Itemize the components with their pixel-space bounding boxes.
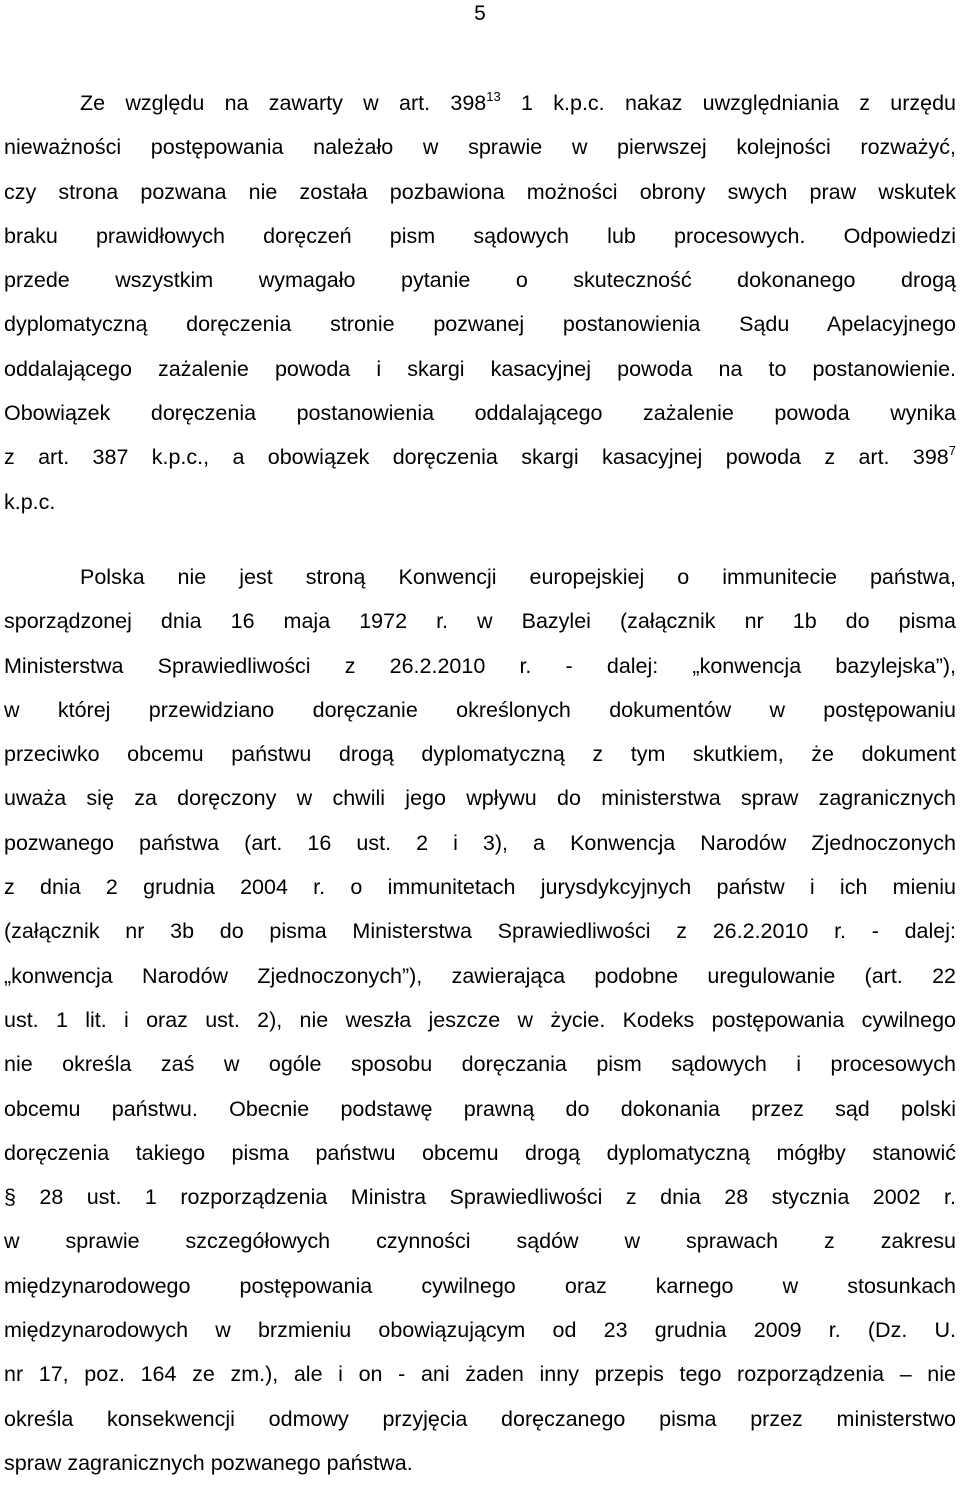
text-line: [4, 1042, 956, 1086]
text-line: [4, 644, 956, 688]
line-text: Ministerstwa Sprawiedliwości z 26.2.2010 r. - dalej: „konwencja bazylejska”),: [4, 653, 956, 678]
text-line: [4, 688, 956, 732]
line-text: międzynarodowego postępowania cywilnego oraz karnego w stosunkach: [4, 1273, 956, 1298]
text-line: [4, 954, 956, 998]
text-line: [4, 599, 956, 643]
text-line: [4, 1397, 956, 1441]
text-line: [4, 1352, 956, 1396]
line-text: Obowiązek doręczenia postanowienia oddalającego zażalenie powoda wynika: [4, 401, 956, 426]
text-line: [4, 170, 956, 214]
line-text: oddalającego zażalenie powoda i skargi kasacyjnej powoda na to postanowienie.: [4, 356, 956, 381]
text-line: [4, 125, 956, 169]
line-text: (załącznik nr 3b do pisma Ministerstwa Sprawiedliwości z 26.2.2010 r. - dalej:: [4, 919, 956, 944]
line-text: określa konsekwencji odmowy przyjęcia doręczanego pisma przez ministerstwo: [4, 1406, 956, 1431]
text-line: [4, 821, 956, 865]
text-line: [4, 998, 956, 1042]
text-line: [4, 909, 956, 953]
text-line: [4, 347, 956, 391]
line-text: nr 17, poz. 164 ze zm.), ale i on - ani żaden inny przepis tego rozporządzenia – nie: [4, 1362, 956, 1387]
line-text: w sprawie szczegółowych czynności sądów w sprawach z zakresu: [4, 1229, 956, 1254]
text-line: [4, 1131, 956, 1175]
text-line: [4, 391, 956, 435]
line-text: z dnia 2 grudnia 2004 r. o immunitetach jurysdykcyjnych państw i ich mieniu: [4, 875, 956, 900]
line-text: międzynarodowych w brzmieniu obowiązującym od 23 grudnia 2009 r. (Dz. U.: [4, 1318, 956, 1343]
line-text: braku prawidłowych doręczeń pism sądowych lub procesowych. Odpowiedzi: [4, 223, 956, 248]
line-text-continued: 1 k.p.c. nakaz uwzględniania z urzędu: [500, 91, 956, 115]
text-line: [4, 555, 956, 599]
text-line: [4, 214, 956, 258]
line-text: przeciwko obcemu państwu drogą dyplomatyczną z tym skutkiem, że dokument: [4, 742, 956, 767]
text-line: [4, 732, 956, 776]
line-text: w której przewidziano doręczanie określonych dokumentów w postępowaniu: [4, 697, 956, 722]
text-line: [4, 480, 956, 524]
text-line: [4, 81, 956, 125]
paragraph-2: [4, 555, 956, 1485]
line-text: obcemu państwu. Obecnie podstawę prawną do dokonania przez sąd polski: [4, 1096, 956, 1121]
line-text: § 28 ust. 1 rozporządzenia Ministra Sprawiedliwości z dnia 28 stycznia 2002 r.: [4, 1185, 956, 1210]
text-line: [4, 1219, 956, 1263]
line-text: sporządzonej dnia 16 maja 1972 r. w Bazylei (załącznik nr 1b do pisma: [4, 609, 956, 634]
superscript: 7: [948, 443, 956, 459]
text-line: [4, 302, 956, 346]
line-text: nie określa zaś w ogóle sposobu doręczania pism sądowych i procesowych: [4, 1052, 956, 1077]
page-number: 5: [474, 2, 486, 25]
line-text: k.p.c.: [4, 489, 56, 514]
line-text: z art. 387 k.p.c., a obowiązek doręczenia skargi kasacyjnej powoda z art. 398: [4, 445, 949, 470]
paragraph-1: [4, 81, 956, 524]
line-text: doręczenia takiego pisma państwu obcemu drogą dyplomatyczną mógłby stanowić: [4, 1140, 956, 1165]
line-text: ust. 1 lit. i oraz ust. 2), nie weszła jeszcze w życie. Kodeks postępowania cywilnego: [4, 1007, 956, 1032]
line-text: pozwanego państwa (art. 16 ust. 2 i 3), a Konwencja Narodów Zjednoczonych: [4, 830, 956, 855]
line-text: Ze względu na zawarty w art. 398: [80, 91, 487, 115]
line-text: czy strona pozwana nie została pozbawiona możności obrony swych praw wskutek: [4, 179, 956, 204]
line-text: uważa się za doręczony w chwili jego wpływu do ministerstwa spraw zagranicznych: [4, 786, 956, 811]
text-line: [4, 1175, 956, 1219]
line-text: przede wszystkim wymagało pytanie o skuteczność dokonanego drogą: [4, 268, 956, 293]
line-text: dyplomatyczną doręczenia stronie pozwanej postanowienia Sądu Apelacyjnego: [4, 312, 956, 337]
line-text: Polska nie jest stroną Konwencji europejskiej o immunitecie państwa,: [80, 565, 956, 589]
line-text: spraw zagranicznych pozwanego państwa.: [4, 1450, 413, 1475]
text-line: [4, 1087, 956, 1131]
superscript: 13: [486, 89, 501, 104]
text-line: [4, 776, 956, 820]
text-line: [4, 865, 956, 909]
text-line: [4, 1264, 956, 1308]
text-line: [4, 1308, 956, 1352]
text-line: [4, 1441, 956, 1485]
line-text: „konwencja Narodów Zjednoczonych”), zawierająca podobne uregulowanie (art. 22: [4, 963, 956, 988]
line-text: nieważności postępowania należało w sprawie w pierwszej kolejności rozważyć,: [4, 135, 956, 160]
text-line: [4, 258, 956, 302]
text-line: [4, 435, 956, 479]
